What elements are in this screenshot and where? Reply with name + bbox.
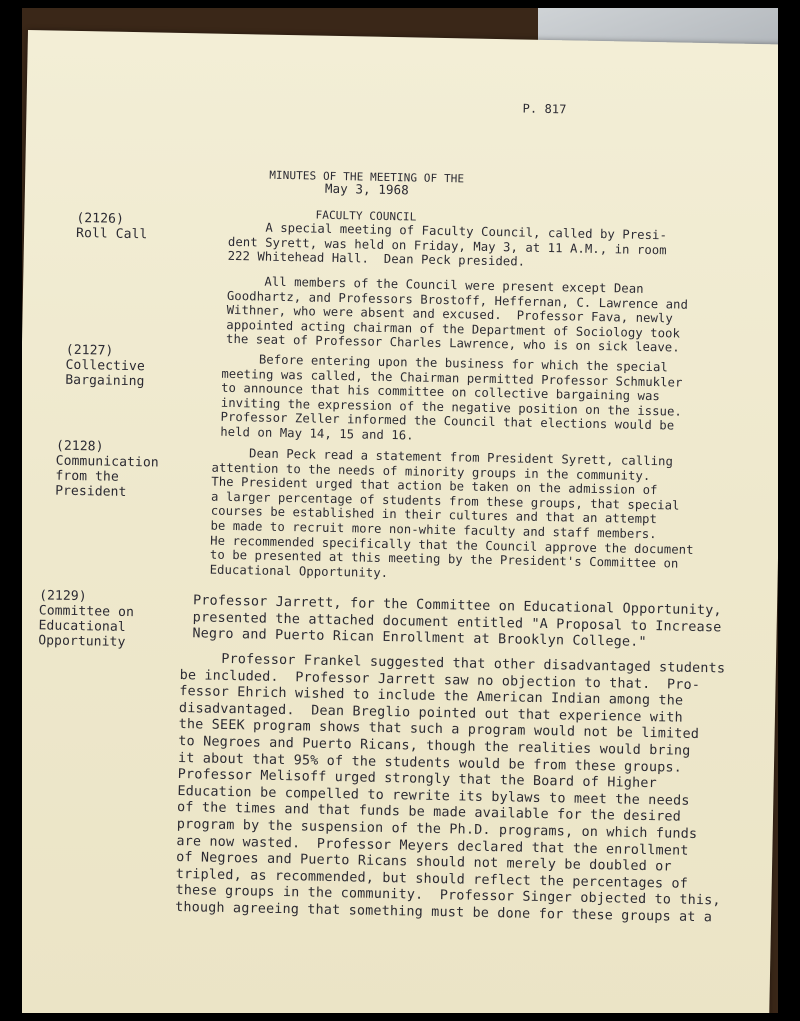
item-label-2128: (2128) Communication from the President <box>55 438 159 500</box>
item-2127-paragraph-1: Before entering upon the business for which the special meeting was called, the Chairman permitted Professor Schmukler to announce that his committee on collective bargaining was inviting the expression of the negative position on the issue. Professor Zeller informed the Council that elections would be held on May 14, 15 and 16. <box>220 351 683 443</box>
item-label-2126: (2126) Roll Call <box>75 210 148 243</box>
item-label-2129: (2129) Committee on Educational Opportunity <box>38 588 135 650</box>
meeting-date: May 3, 1968 <box>324 180 410 198</box>
document-page <box>22 30 778 1013</box>
photo-frame <box>22 8 778 1013</box>
item-2129-paragraph-2: Professor Frankel suggested that other disadvantaged students be included. Professor Jarrett saw no objection to that. Pro- fessor Ehrich wished to include the American Indian among the disadvantaged. Dean Breglio pointed out that experience with the SEEK program shows that such a program would not be limited to Negroes and Puerto Ricans, though the realities would bring it about that 95% of the students would be from these groups. Professor Melisoff urged strongly that the Board of Higher Education be compelled to rewrite its bylaws to meet the needs of the times and that funds be made available for the desired program by the suspension of the Ph.D. programs, on which funds are now wasted. Professor Meyers declared that the enrollment of Negroes and Puerto Ricans should not merely be doubled or tripled, as recommended, but should reflect the percentages of these groups in the community. Professor Singer objected to this, though agreeing that something must be done for these groups at a <box>175 651 726 926</box>
item-label-2127: (2127) Collective Bargaining <box>65 342 145 390</box>
heading-line-2: FACULTY COUNCIL <box>315 208 417 224</box>
heading-line-1: MINUTES OF THE MEETING OF THE <box>269 168 465 186</box>
item-2129-paragraph-1: Professor Jarrett, for the Committee on Educational Opportunity, presented the attached document entitled "A Proposal to Increase Negro and Puerto Rican Enrollment at Brooklyn College." <box>192 593 722 651</box>
item-2126-paragraph-1: A special meeting of Faculty Council, called by Presi- dent Syrett, was held on Friday, May 3, at 11 A.M., in room 222 Whitehead Hall. Dean Peck presided. <box>227 219 668 269</box>
page-number: P. 817 <box>522 101 567 117</box>
item-2126-paragraph-2: All members of the Council were present except Dean Goodhartz, and Professors Brostoff, Heffernan, C. Lawrence and Withner, who were absent and excused. Professor Fava, newly appointed acting chairman of the Department of Sociology took the seat of Professor Charles Lawrence, who is on sick leave. <box>225 273 689 355</box>
item-2128-paragraph-1: Dean Peck read a statement from President Syrett, calling attention to the needs of minority groups in the community. The President urged that action be taken on the admission of a larger percentage of students from these groups, that special courses be established in their cultures and that an attempt be made to recruit more non-white faculty and staff members. He recommended specifically that the Council approve the document to be presented at this meeting by the President's Committee on Educational Opportunity. <box>209 445 694 580</box>
